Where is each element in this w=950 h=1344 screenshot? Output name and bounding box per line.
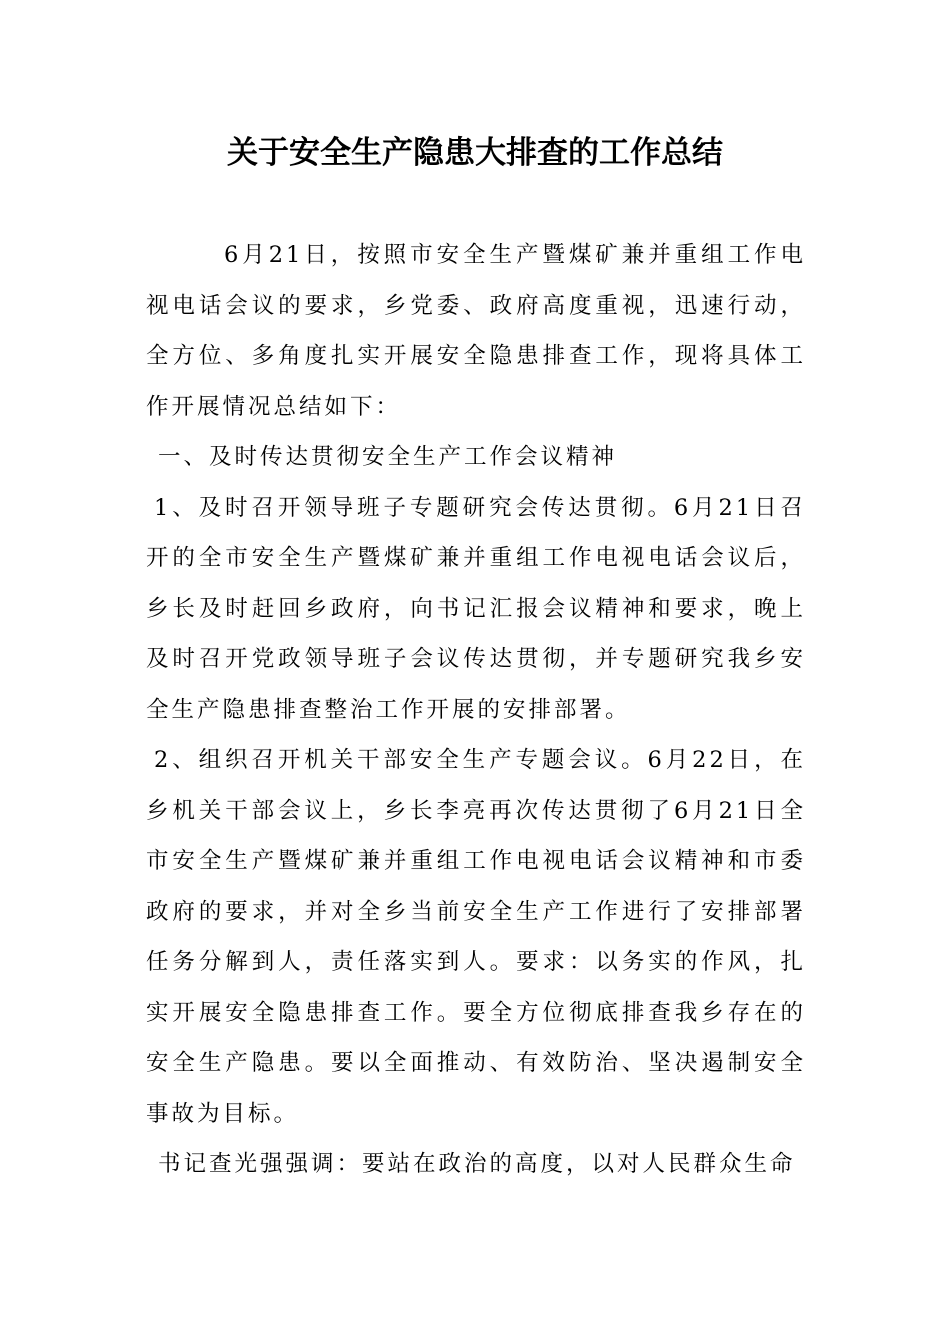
document-title: 关于安全生产隐患大排查的工作总结 <box>227 135 723 171</box>
paragraph-item-2: 2、组织召开机关干部安全生产专题会议。6月22日，在乡机关干部会议上，乡长李亮再次传达贯彻了6月21日全市安全生产暨煤矿兼并重组工作电视电话会议精神和市委政府的要求，并对全乡当前安全生产工作进行了安排部署任务分解到人，责任落实到人。要求：以务实的作风，扎实开展安全隐患排查工作。要全方位彻底排查我乡存在的安全生产隐患。要以全面推动、有效防治、坚决遏制安全事故为目标。 <box>146 747 806 1127</box>
paragraph-secretary: 书记查光强强调：要站在政治的高度，以对人民群众生命 <box>158 1151 796 1177</box>
paragraph-item-1: 1、及时召开领导班子专题研究会传达贯彻。6月21日召开的全市安全生产暨煤矿兼并重组工作电视电话会议后，乡长及时赶回乡政府，向书记汇报会议精神和要求，晚上及时召开党政领导班子会议传达贯彻，并专题研究我乡安全生产隐患排查整治工作开展的安排部署。 <box>146 494 806 723</box>
section-heading-1: 一、及时传达贯彻安全生产工作会议精神 <box>158 444 618 470</box>
document-body <box>146 230 806 1190</box>
paragraph-intro: 6月21日，按照市安全生产暨煤矿兼并重组工作电视电话会议的要求，乡党委、政府高度重视，迅速行动，全方位、多角度扎实开展安全隐患排查工作，现将具体工作开展情况总结如下： <box>146 242 806 420</box>
